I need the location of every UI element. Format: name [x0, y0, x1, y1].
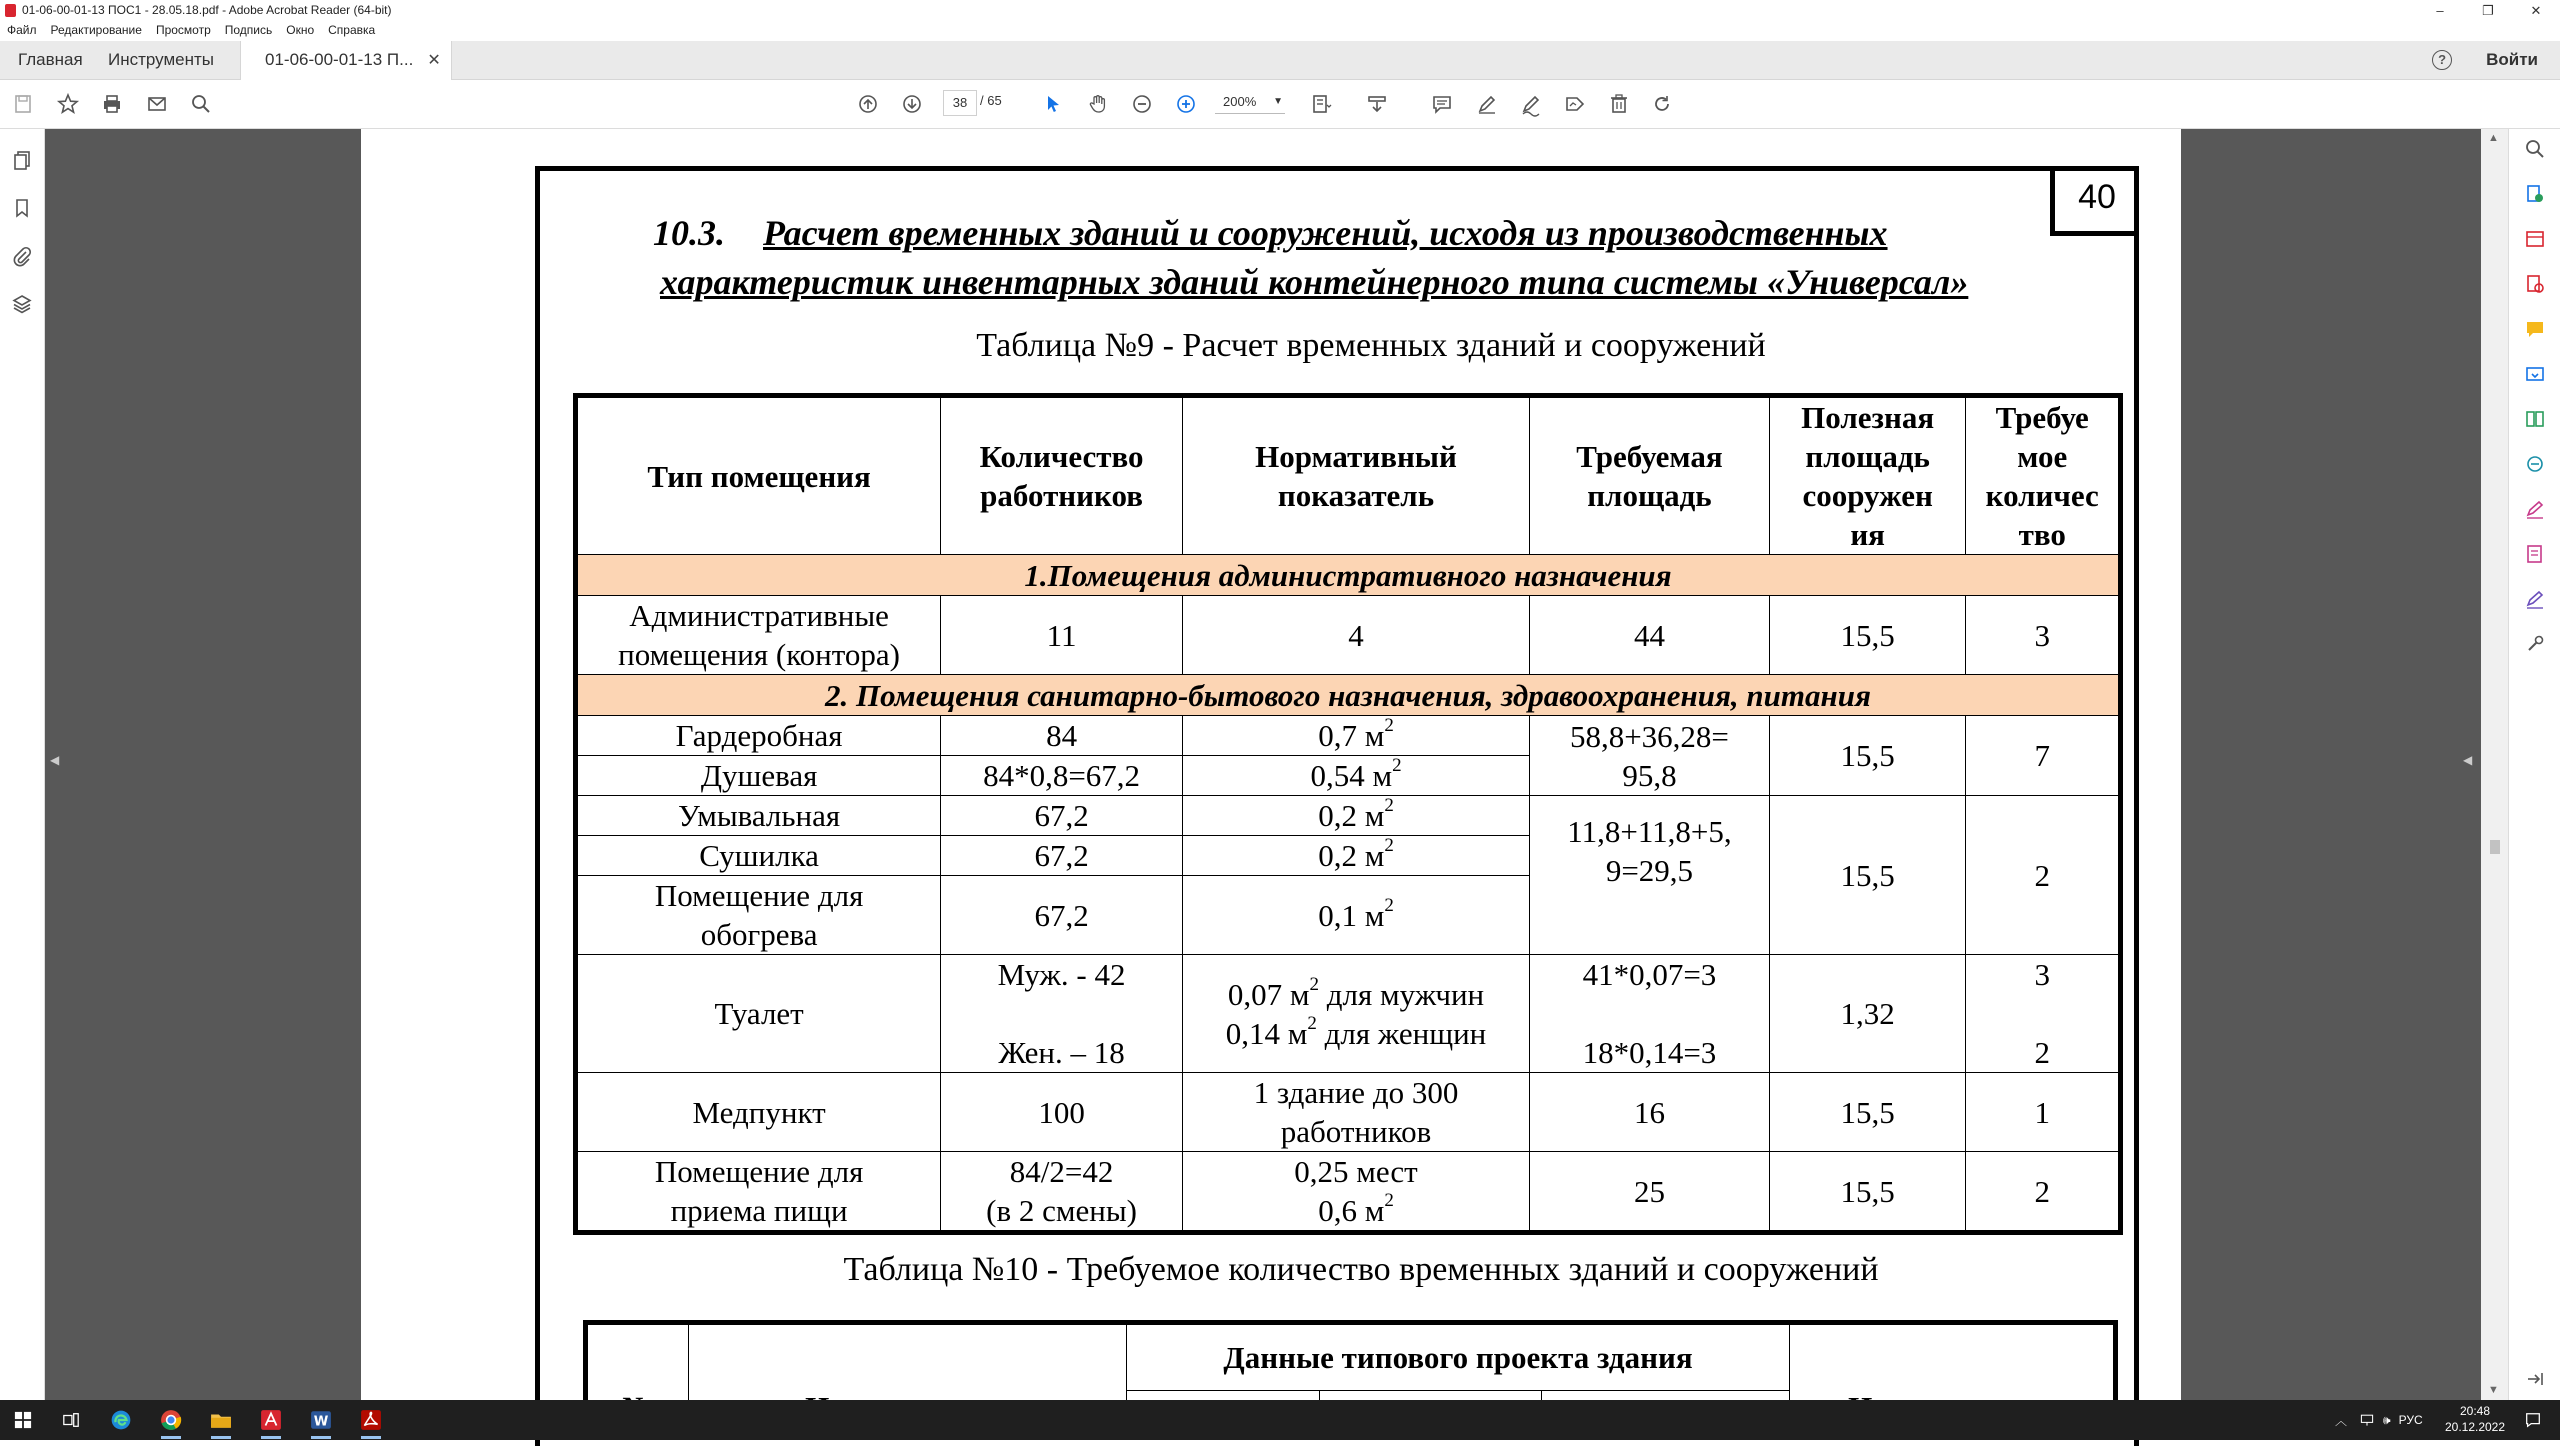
menu-help[interactable]: Справка — [328, 23, 376, 37]
superscript: 2 — [1307, 1012, 1317, 1034]
pdf-page — [361, 129, 2181, 1429]
dining-norm-l1: 0,25 мест — [1294, 1154, 1418, 1189]
toilet-required-l1: 41*0,07=3 — [1582, 957, 1717, 992]
page-number-stamp: 40 — [2050, 166, 2139, 236]
washroom-required-l1: 11,8+11,8+5, — [1567, 814, 1732, 849]
draw-icon[interactable] — [1516, 89, 1546, 119]
table-header-row — [576, 396, 2121, 555]
section-heading — [653, 209, 2053, 307]
header-count-l1: Требуе — [1995, 400, 2089, 435]
cell-admin-norm: 4 — [1182, 596, 1529, 675]
table9 — [573, 393, 2123, 1235]
window-title: 01-06-00-01-13 ПОС1 - 28.05.18.pdf - Adobe Acrobat Reader (64-bit) — [22, 3, 392, 17]
left-navigation-pane — [0, 129, 45, 1400]
taskbar-clock[interactable] — [2440, 1403, 2510, 1435]
cell-admin-workers: 11 — [941, 596, 1183, 675]
svg-text:W: W — [313, 1414, 329, 1430]
cell-dryer-workers: 67,2 — [941, 836, 1183, 876]
scrolling-mode-icon[interactable] — [1362, 89, 1392, 119]
tab-tools[interactable]: Инструменты — [108, 50, 215, 69]
combine-files-icon[interactable] — [2522, 361, 2548, 387]
send-for-signature-icon[interactable] — [2522, 541, 2548, 567]
header-workers-l2: работников — [980, 478, 1143, 513]
section-heading-line2: характеристик инвентарных зданий контейнерного типа системы «Универсал» — [660, 262, 1969, 302]
tab-document-label: 01-06-00-01-13 П... — [265, 50, 414, 69]
file-explorer-icon[interactable] — [206, 1406, 236, 1434]
menu-view[interactable]: Просмотр — [155, 23, 211, 37]
table-row — [576, 1152, 2121, 1233]
email-icon[interactable] — [142, 89, 172, 119]
heating-name-l1: Помещение для — [654, 878, 864, 913]
network-icon[interactable] — [2359, 1412, 2375, 1428]
select-tool-icon[interactable] — [1038, 89, 1068, 119]
attachments-icon[interactable] — [9, 243, 35, 269]
table10-header-row — [586, 1323, 2116, 1391]
superscript: 2 — [1384, 835, 1394, 856]
dining-name-l1: Помещение для — [654, 1154, 864, 1189]
washroom-required-l2: 9=29,5 — [1605, 853, 1694, 888]
zoom-value: 200% — [1223, 94, 1257, 109]
edit-pdf-icon[interactable] — [2522, 271, 2548, 297]
close-window-button[interactable]: ✕ — [2530, 3, 2542, 18]
input-language[interactable]: РУС — [2398, 1413, 2423, 1427]
heating-norm-value: 0,1 м — [1318, 897, 1385, 933]
wardrobe-required-l1: 58,8+36,28= — [1569, 718, 1729, 754]
menu-edit[interactable]: Редактирование — [50, 23, 142, 37]
clock-date: 20.12.2022 — [2444, 1420, 2506, 1434]
clock-time: 20:48 — [2459, 1404, 2491, 1418]
search-icon[interactable] — [186, 89, 216, 119]
acrobat-taskbar-icon[interactable] — [356, 1406, 386, 1434]
fill-sign-tools-icon[interactable] — [2522, 496, 2548, 522]
wardrobe-required-l2: 95,8 — [1622, 757, 1677, 793]
table10-caption: Таблица №10 - Требуемое количество временных зданий и сооружений — [843, 1251, 1879, 1288]
section-heading-number: 10.3. — [653, 213, 725, 253]
delete-icon[interactable] — [1604, 89, 1634, 119]
acrobat-app-icon — [5, 4, 16, 17]
page-total-label: / 65 — [980, 93, 1002, 108]
cell-shower-norm — [1182, 756, 1529, 796]
table10-header-data: Данные типового проекта здания — [1127, 1323, 1790, 1391]
chevron-down-icon: ▼ — [1273, 96, 1283, 107]
table-row — [576, 796, 2121, 836]
header-room-type: Тип помещения — [576, 396, 941, 555]
cell-heating-workers: 67,2 — [941, 876, 1183, 955]
scroll-down-arrow-icon[interactable]: ▼ — [2488, 1384, 2499, 1396]
superscript: 2 — [1392, 755, 1402, 776]
toilet-workers-l2: Жен. – 18 — [998, 1035, 1125, 1070]
table-row — [576, 955, 2121, 1073]
task-view-icon[interactable] — [56, 1406, 86, 1434]
cell-toilet-required — [1530, 955, 1770, 1073]
cell-dining-workers — [941, 1152, 1183, 1233]
section1-title: 1.Помещения административного назначения — [576, 555, 2121, 596]
shower-norm-value: 0,54 м — [1310, 758, 1393, 793]
word-icon[interactable] — [306, 1406, 336, 1434]
cell-medical-useful: 15,5 — [1769, 1073, 1966, 1152]
cell-wardrobe-useful: 15,5 — [1769, 716, 1966, 796]
medical-norm-l1: 1 здание до 300 — [1253, 1075, 1459, 1110]
menu-window[interactable]: Окно — [286, 23, 315, 37]
search-tools-icon[interactable] — [2522, 136, 2548, 162]
cell-toilet-name: Туалет — [576, 955, 941, 1073]
cell-wardrobe-required — [1530, 716, 1770, 796]
admin-name-l2: помещения (контора) — [618, 637, 900, 672]
signin-button[interactable]: Войти — [2486, 50, 2538, 69]
cell-medical-workers: 100 — [941, 1073, 1183, 1152]
superscript: 2 — [1384, 795, 1394, 816]
admin-name-l1: Административные — [629, 598, 889, 633]
hand-tool-icon[interactable] — [1083, 89, 1113, 119]
cell-wardrobe-count: 7 — [1966, 716, 2121, 796]
acrobat-reader-taskbar-icon[interactable] — [256, 1406, 286, 1434]
system-tray — [2335, 1400, 2433, 1440]
header-useful-l1: Полезная — [1801, 400, 1935, 435]
zoom-out-icon[interactable] — [1127, 89, 1157, 119]
toilet-count-l1: 3 — [2034, 957, 2050, 992]
notifications-icon[interactable] — [2518, 1406, 2548, 1434]
cell-shower-workers: 84*0,8=67,2 — [941, 756, 1183, 796]
next-page-icon[interactable] — [897, 89, 927, 119]
help-icon[interactable]: ? — [2432, 50, 2452, 70]
layers-icon[interactable] — [9, 291, 35, 317]
section-heading-line1: Расчет временных зданий и сооружений, исходя из производственных — [763, 213, 1888, 253]
tab-home[interactable]: Главная — [18, 50, 83, 69]
header-required-l1: Требуемая — [1576, 439, 1723, 474]
minimize-button[interactable]: – — [2436, 3, 2444, 18]
dryer-norm-value: 0,2 м — [1318, 838, 1385, 873]
wardrobe-norm-value: 0,7 м — [1318, 718, 1385, 753]
cell-wardrobe-name: Гардеробная — [576, 716, 941, 756]
cell-washroom-required — [1530, 796, 1770, 955]
section-row — [576, 555, 2121, 596]
header-count-l4: тво — [2018, 517, 2066, 552]
highlight-pen-icon[interactable] — [1472, 89, 1502, 119]
tab-document[interactable] — [240, 41, 452, 80]
page-thumbnails-icon[interactable] — [9, 147, 35, 173]
cell-washroom-name: Умывальная — [576, 796, 941, 836]
cell-admin-count: 3 — [1966, 596, 2121, 675]
bookmark-star-icon[interactable] — [53, 89, 83, 119]
cell-dining-norm — [1182, 1152, 1529, 1233]
cell-washroom-useful: 15,5 — [1769, 796, 1966, 955]
scan-ocr-icon[interactable] — [2522, 451, 2548, 477]
zoom-select[interactable] — [1215, 90, 1285, 114]
cell-heating-norm — [1182, 876, 1529, 955]
header-workers-l1: Количество — [979, 439, 1144, 474]
table-row — [576, 596, 2121, 675]
header-useful-l2: площадь — [1805, 439, 1930, 474]
dining-name-l2: приема пищи — [670, 1193, 848, 1228]
toilet-workers-l1: Муж. - 42 — [997, 957, 1126, 992]
cell-toilet-norm — [1182, 955, 1529, 1073]
cell-medical-name: Медпункт — [576, 1073, 941, 1152]
bookmarks-icon[interactable] — [9, 195, 35, 221]
washroom-norm-value: 0,2 м — [1318, 798, 1385, 833]
header-required-l2: площадь — [1587, 478, 1712, 513]
heating-name-l2: обогрева — [700, 917, 818, 952]
header-required-area — [1530, 396, 1770, 555]
cell-medical-norm — [1182, 1073, 1529, 1152]
table9-caption: Таблица №9 - Расчет временных зданий и сооружений — [976, 327, 1766, 364]
cell-dining-count: 2 — [1966, 1152, 2121, 1233]
export-pdf-icon[interactable] — [2522, 181, 2548, 207]
tab-bar — [0, 41, 2560, 80]
dining-workers-l2: (в 2 смены) — [986, 1193, 1137, 1228]
cell-dryer-name: Сушилка — [576, 836, 941, 876]
medical-norm-l2: работников — [1280, 1114, 1432, 1149]
right-collapse-arrow-icon[interactable]: ◀ — [2463, 753, 2473, 767]
scrollbar-thumb[interactable] — [2490, 840, 2500, 854]
menu-file[interactable]: Файл — [7, 23, 37, 37]
header-count-l2: мое — [2017, 439, 2068, 474]
toilet-count-l2: 2 — [2034, 1035, 2050, 1070]
document-viewer[interactable] — [45, 129, 2481, 1400]
chrome-browser-icon[interactable] — [156, 1406, 186, 1434]
tab-close-icon[interactable]: ✕ — [427, 52, 441, 69]
cell-admin-name — [576, 596, 941, 675]
header-useful-area — [1769, 396, 1966, 555]
edge-browser-icon[interactable] — [106, 1406, 136, 1434]
right-tools-pane — [2508, 129, 2561, 1400]
cell-heating-name — [576, 876, 941, 955]
collapse-panel-icon[interactable] — [2522, 1366, 2548, 1392]
superscript: 2 — [1384, 715, 1394, 736]
page-display-icon[interactable] — [1307, 89, 1337, 119]
cell-wardrobe-workers: 84 — [941, 716, 1183, 756]
cell-medical-count: 1 — [1966, 1073, 2121, 1152]
superscript: 2 — [1384, 1190, 1394, 1211]
create-pdf-icon[interactable] — [2522, 226, 2548, 252]
superscript: 2 — [1309, 973, 1319, 995]
zoom-in-icon[interactable] — [1171, 89, 1201, 119]
comment-tools-icon[interactable] — [2522, 316, 2548, 342]
windows-taskbar — [0, 1400, 2560, 1440]
menu-sign[interactable]: Подпись — [224, 23, 273, 37]
superscript: 2 — [1384, 894, 1394, 916]
organize-pages-icon[interactable] — [2522, 406, 2548, 432]
tray-overflow-icon[interactable]: ︿ — [2335, 1413, 2348, 1428]
scroll-up-arrow-icon[interactable]: ▲ — [2488, 132, 2499, 144]
header-norm-l1: Нормативный — [1255, 439, 1457, 474]
cell-dining-useful: 15,5 — [1769, 1152, 1966, 1233]
toilet-required-l2: 18*0,14=3 — [1582, 1035, 1717, 1070]
volume-icon[interactable]: 🕪 — [2383, 1412, 2391, 1427]
cell-admin-required: 44 — [1530, 596, 1770, 675]
more-tools-icon[interactable] — [2522, 631, 2548, 657]
previous-page-icon[interactable] — [853, 89, 883, 119]
cell-toilet-workers — [941, 955, 1183, 1073]
toilet-norm-l2b: для женщин — [1316, 1015, 1487, 1051]
header-norm-l2: показатель — [1277, 478, 1435, 513]
header-useful-l3: сооружен — [1802, 478, 1933, 513]
comment-icon[interactable] — [1427, 89, 1457, 119]
dining-norm-l2: 0,6 м — [1318, 1193, 1385, 1228]
section2-title: 2. Помещения санитарно-бытового назначения, здравоохранения, питания — [576, 675, 2121, 716]
cell-dining-name — [576, 1152, 941, 1233]
menu-bar — [0, 21, 2560, 41]
toilet-norm-l2a: 0,14 м — [1225, 1015, 1308, 1051]
toilet-norm-l1a: 0,07 м — [1227, 976, 1310, 1012]
certificates-icon[interactable] — [2522, 586, 2548, 612]
header-count-l3: количес — [1985, 478, 2099, 513]
cell-washroom-count: 2 — [1966, 796, 2121, 955]
cell-dryer-norm — [1182, 836, 1529, 876]
restore-button[interactable]: ❐ — [2482, 3, 2494, 18]
cell-shower-name: Душевая — [576, 756, 941, 796]
toilet-norm-l1b: для мужчин — [1319, 976, 1485, 1012]
header-required-count — [1966, 396, 2121, 555]
cell-wardrobe-norm — [1182, 716, 1529, 756]
cell-toilet-count — [1966, 955, 2121, 1073]
save-icon[interactable] — [8, 89, 38, 119]
title-bar — [0, 0, 2560, 21]
rotate-icon[interactable] — [1647, 89, 1677, 119]
header-useful-l4: ия — [1850, 517, 1885, 552]
dining-workers-l1: 84/2=42 — [1009, 1154, 1114, 1189]
cell-washroom-norm — [1182, 796, 1529, 836]
vertical-scrollbar[interactable] — [2481, 129, 2508, 1400]
cell-admin-useful: 15,5 — [1769, 596, 1966, 675]
table-row — [576, 1073, 2121, 1152]
page-number-input[interactable]: 38 — [943, 90, 977, 116]
print-icon[interactable] — [97, 89, 127, 119]
fill-sign-icon[interactable] — [1560, 89, 1590, 119]
cell-medical-required: 16 — [1530, 1073, 1770, 1152]
cell-toilet-useful: 1,32 — [1769, 955, 1966, 1073]
table-row — [576, 716, 2121, 756]
header-norm — [1182, 396, 1529, 555]
cell-dining-required: 25 — [1530, 1152, 1770, 1233]
header-workers — [941, 396, 1183, 555]
windows-start-icon[interactable] — [8, 1406, 38, 1434]
section-row — [576, 675, 2121, 716]
cell-washroom-workers: 67,2 — [941, 796, 1183, 836]
left-collapse-arrow-icon[interactable]: ◀ — [50, 753, 60, 767]
